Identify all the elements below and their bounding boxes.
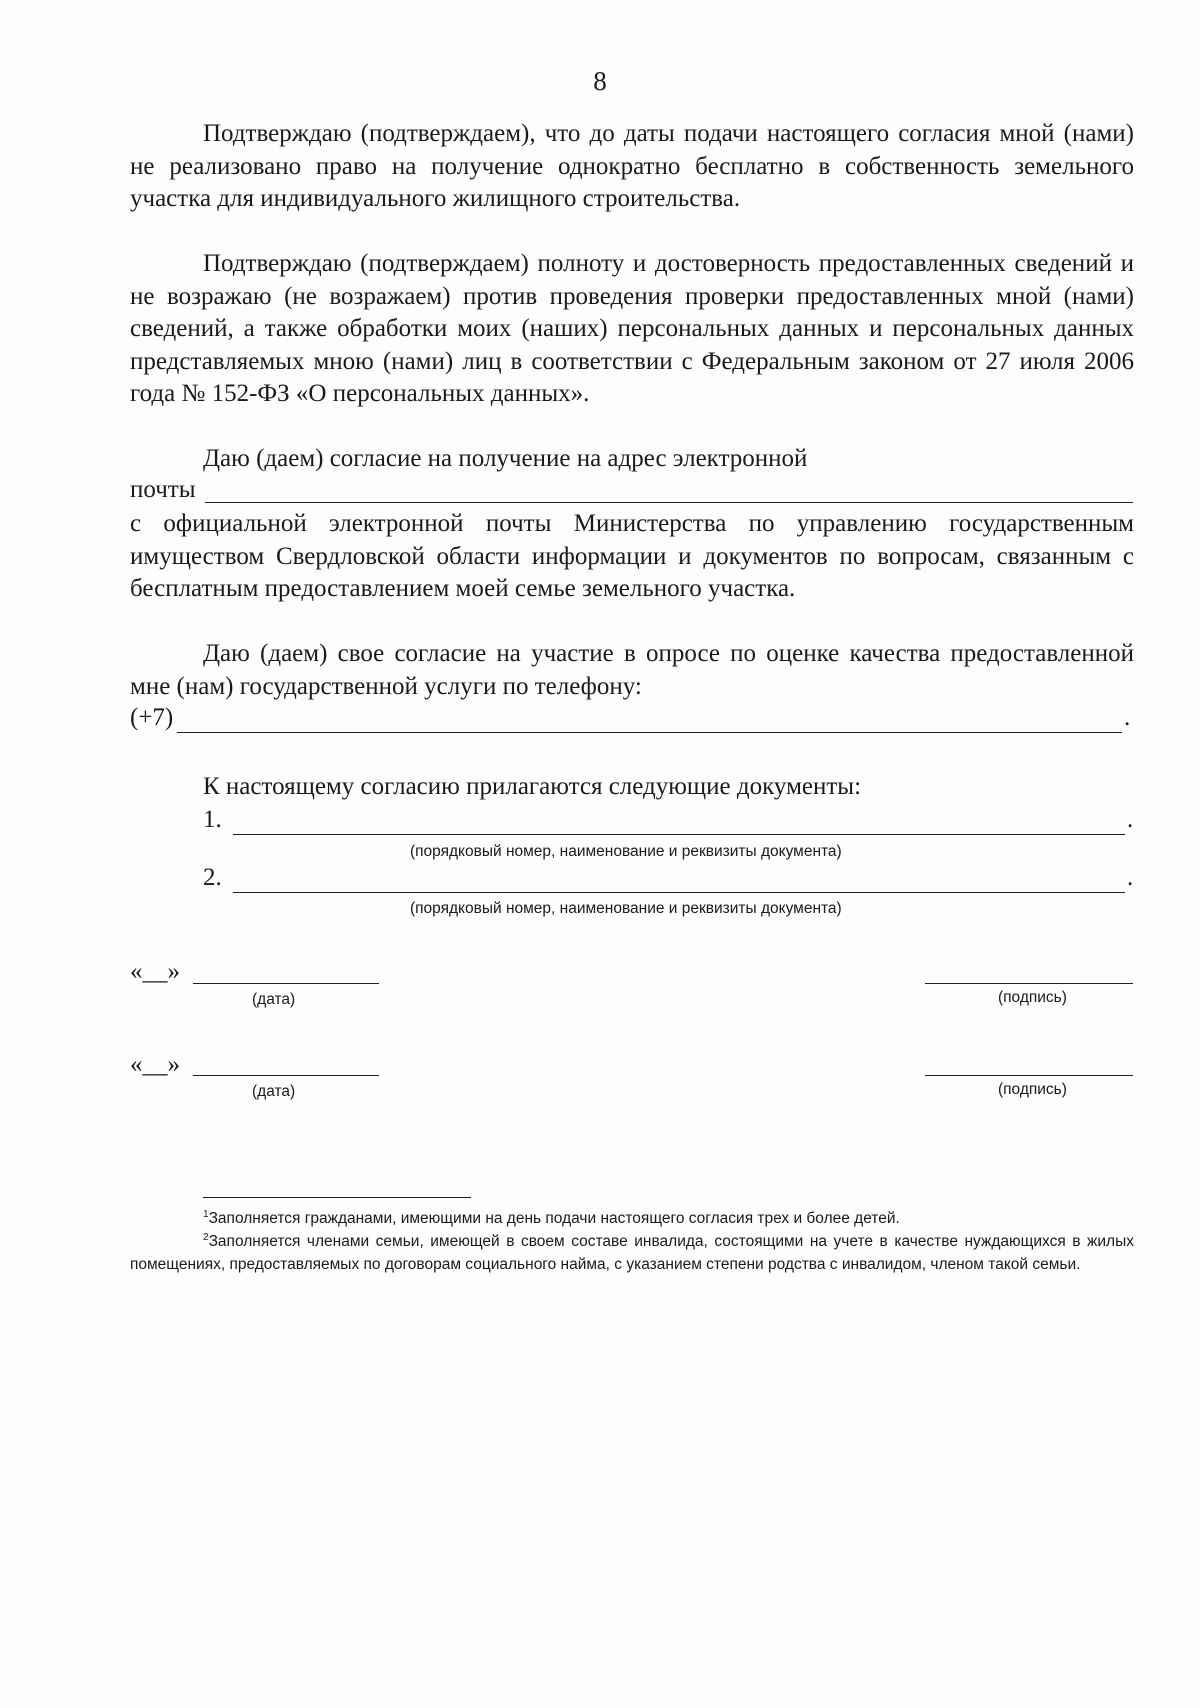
attachments-heading: К настоящему согласию прилагаются следующие документы:	[203, 773, 862, 800]
attachment-input-line-1[interactable]	[233, 834, 1125, 835]
email-input-line[interactable]	[205, 502, 1133, 503]
paragraph-email-consent-rest: с официальной электронной почты Министерства по управлению государственным имуществом Свердловской области информации и документов по вопросам, связанным с бесплатным предоставлением моей семье земельного участка.	[130, 510, 1134, 603]
signature-line-2[interactable]	[925, 1075, 1133, 1076]
attachment-end-dot-1: .	[1127, 806, 1134, 833]
email-label: почты	[130, 476, 196, 503]
paragraph-data-consent: Подтверждаю (подтверждаем) полноту и достоверность предоставленных сведений и не возражаю (не возражаем) против проведения проверки предоставленных мной (нами) сведений, а также обработки моих (наших) персональных данных и персональных данных представляемых мною (нами) лиц в соответствии с Федеральным законом от 27 июля 2006 года № 152-ФЗ «О персональных данных».	[130, 250, 1134, 408]
footnote-2	[130, 1226, 1134, 1276]
attachment-caption-1: (порядковый номер, наименование и реквизиты документа)	[410, 843, 842, 860]
paragraph-no-prior-right: Подтверждаю (подтверждаем), что до даты подачи настоящего согласия мной (нами) не реализовано право на получение однократно бесплатно в собственность земельного участка для индивидуального жилищного строительства.	[130, 120, 1134, 213]
footnote-1-text: Заполняется гражданами, имеющими на день подачи настоящего согласия трех и более детей.	[208, 1210, 900, 1228]
attachment-caption-2: (порядковый номер, наименование и реквизиты документа)	[410, 900, 842, 917]
footnote-2-mark: 2	[203, 1232, 209, 1243]
date-caption-2: (дата)	[252, 1083, 296, 1100]
signature-day-1: «__»	[130, 958, 180, 985]
attachment-number-1: 1.	[203, 806, 222, 833]
attachment-number-2: 2.	[203, 864, 222, 891]
date-caption-1: (дата)	[252, 991, 296, 1008]
phone-prefix: (+7)	[130, 704, 174, 731]
paragraph-email-consent-first-line: Даю (даем) согласие на получение на адрес электронной	[203, 445, 808, 472]
date-input-line-2[interactable]	[193, 1075, 379, 1076]
footnote-separator	[203, 1197, 471, 1198]
attachment-end-dot-2: .	[1127, 864, 1134, 891]
paragraph-survey-consent: Даю (даем) свое согласие на участие в опросе по оценке качества предоставленной мне (нам) государственной услуги по телефону:	[130, 640, 1134, 700]
page-number: 8	[593, 66, 607, 96]
footnote-2-text: Заполняется членами семьи, имеющей в своем составе инвалида, состоящими на учете в качестве нуждающихся в жилых помещениях, предоставляемых по договорам социального найма, с указанием степени родства с инвалидом, членом такой семьи.	[130, 1233, 1134, 1274]
date-input-line-1[interactable]	[193, 983, 379, 984]
attachment-input-line-2[interactable]	[233, 892, 1125, 893]
signature-caption-2: (подпись)	[998, 1081, 1067, 1098]
phone-input-line[interactable]	[177, 732, 1122, 733]
signature-day-2: «__»	[130, 1051, 180, 1078]
signature-caption-1: (подпись)	[998, 989, 1067, 1006]
footnote-1-mark: 1	[203, 1209, 209, 1220]
phone-end-dot: .	[1124, 704, 1131, 731]
signature-line-1[interactable]	[925, 983, 1133, 984]
